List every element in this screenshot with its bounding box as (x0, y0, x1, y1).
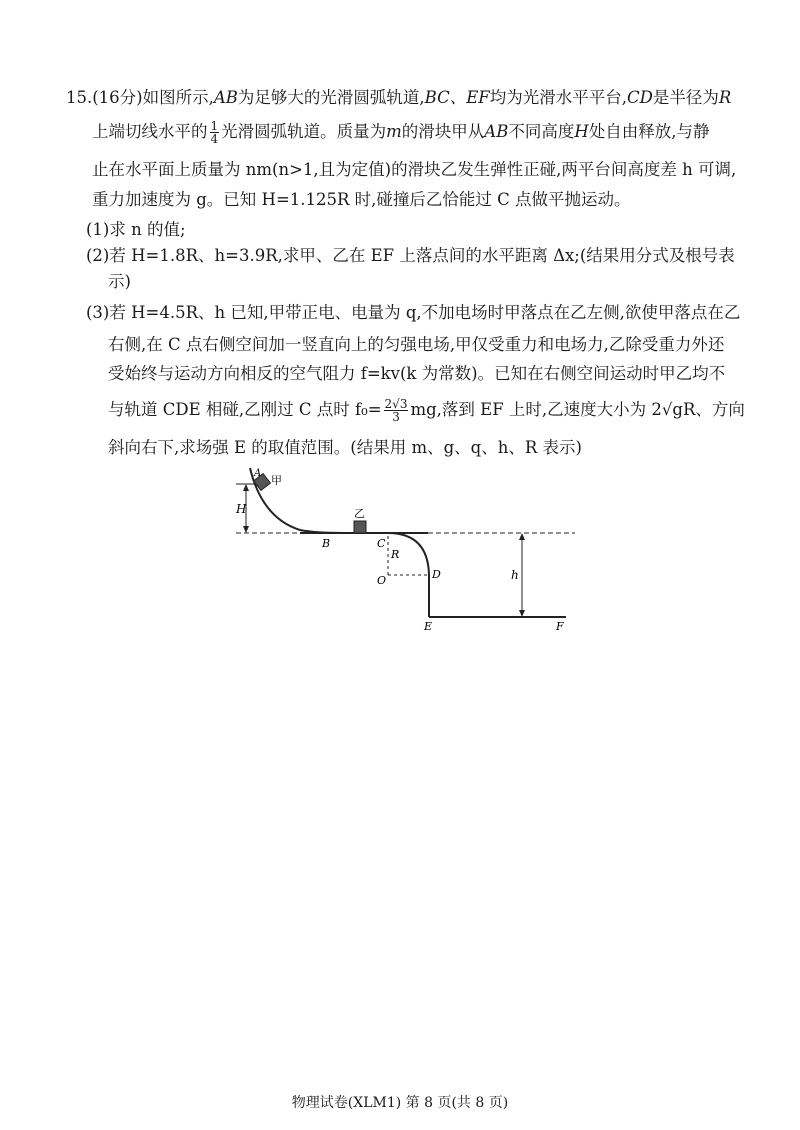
stem-text: 为足够大的光滑圆弧轨道, (237, 88, 425, 107)
stem-symbol: AB (484, 122, 509, 141)
label-jia: 甲 (271, 474, 282, 487)
part-3-line-3: 受始终与运动方向相反的空气阻力 f=kv(k 为常数)。已知在右侧空间运动时甲乙均不 (108, 364, 726, 383)
stem-text: 是半径为 (652, 88, 719, 107)
fraction-quarter (210, 120, 220, 145)
fraction-denominator: 4 (210, 132, 219, 146)
label-D: D (432, 568, 441, 581)
stem-text: 上端切线水平的 (92, 122, 208, 141)
label-F: F (556, 620, 564, 633)
stem-text: 与轨道 CDE 相碰,乙刚过 C 点时 f₀= (108, 400, 382, 419)
h-arrow-up (519, 533, 525, 540)
part-2-line-2: 示) (108, 272, 131, 291)
part-3-line-4 (108, 398, 745, 423)
question-line-2 (92, 120, 709, 145)
stem-symbol: AB (213, 88, 238, 107)
stem-symbol: BC、EF (424, 88, 490, 107)
h-label: h (511, 568, 519, 582)
stem-text: 的滑块甲从 (401, 122, 485, 141)
question-score: (16分) (92, 88, 143, 107)
fraction-numerator: 2√3 (384, 397, 408, 411)
question-number: 15. (66, 88, 93, 107)
label-A: A (254, 468, 262, 479)
fraction-numerator: 1 (210, 119, 219, 133)
stem-text: 如图所示, (142, 88, 214, 107)
stem-symbol: R (718, 88, 732, 107)
track-diagram (0, 460, 800, 640)
stem-text: 均为光滑水平平台, (489, 88, 627, 107)
H-arrow-down (243, 526, 249, 533)
label-E: E (424, 620, 433, 633)
stem-symbol: CD (626, 88, 653, 107)
part-3-line-5: 斜向右下,求场强 E 的取值范围。(结果用 m、g、q、h、R 表示) (108, 438, 582, 457)
stem-text: mg,落到 EF 上时,乙速度大小为 2√gR、方向 (410, 400, 745, 419)
stem-text: 光滑圆弧轨道。质量为 (221, 122, 387, 141)
question-line-1 (66, 86, 731, 110)
H-arrow-up (243, 484, 249, 491)
label-B: B (322, 537, 331, 550)
block-yi (354, 521, 366, 533)
stem-text: 不同高度 (508, 122, 575, 141)
label-O: O (377, 574, 387, 587)
question-line-3: 止在水平面上质量为 nm(n>1,且为定值)的滑块乙发生弹性正碰,两平台间高度差 h 可调, (92, 160, 737, 179)
part-3-line-2: 右侧,在 C 点右侧空间加一竖直向上的匀强电场,甲仅受重力和电场力,乙除受重力外还 (108, 335, 725, 354)
label-R: R (391, 548, 400, 561)
H-label: H (236, 502, 247, 516)
h-arrow-down (519, 610, 525, 617)
stem-symbol: H (574, 122, 589, 141)
part-1: (1)求 n 的值; (86, 220, 186, 239)
stem-text: 处自由释放,与静 (588, 122, 710, 141)
question-line-4: 重力加速度为 g。已知 H=1.125R 时,碰撞后乙恰能过 C 点做平抛运动。 (92, 190, 631, 209)
stem-symbol: m (386, 122, 402, 141)
part-3-line-1: (3)若 H=4.5R、h 已知,甲带正电、电量为 q,不加电场时甲落点在乙左侧,欲使甲落点在乙 (86, 303, 741, 322)
label-C: C (377, 537, 386, 550)
part-2-line-1: (2)若 H=1.8R、h=3.9R,求甲、乙在 EF 上落点间的水平距离 Δx;(结果用分式及根号表 (86, 246, 735, 265)
label-yi: 乙 (354, 507, 365, 520)
fraction-denominator: 3 (392, 410, 400, 424)
page-footer: 物理试卷(XLM1) 第 8 页(共 8 页) (291, 1095, 509, 1111)
fraction-2sqrt3-over-3 (384, 398, 409, 423)
